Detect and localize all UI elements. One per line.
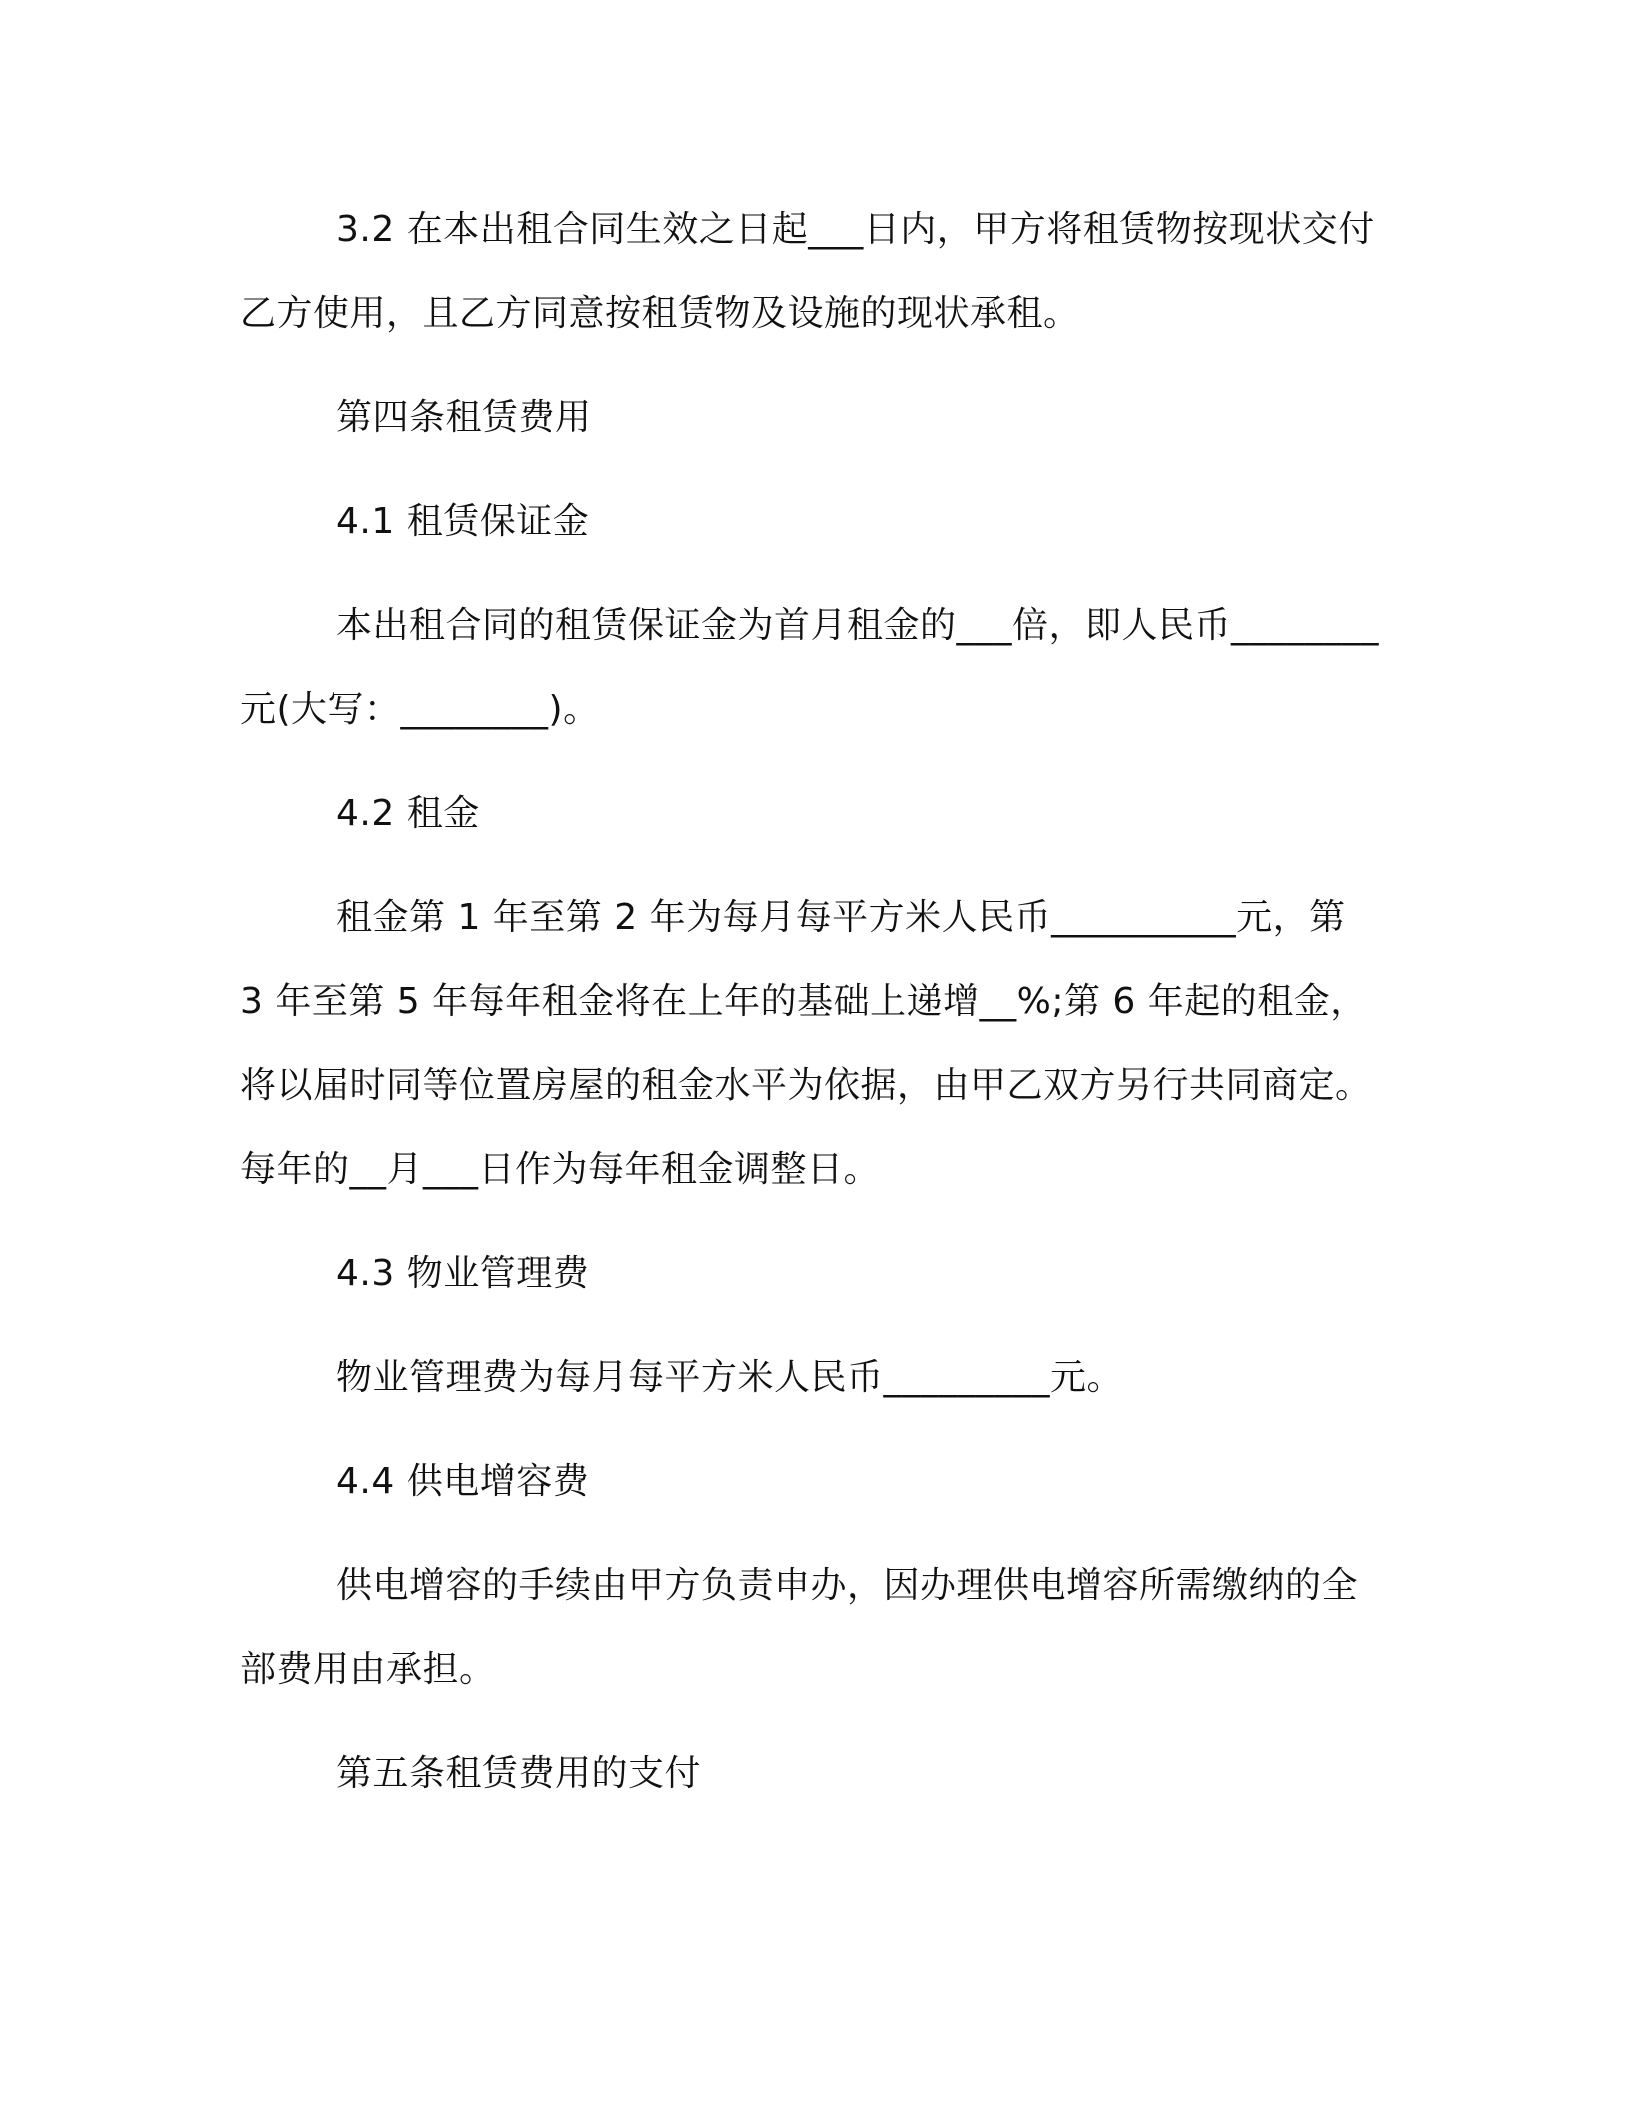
document-body [240,188,1380,1836]
clause-4-1-heading: 4.1 租赁保证金 [336,501,590,542]
clause-3-2-paragraph: 3.2 在本出租合同生效之日起___日内，甲方将租赁物按现状交付乙方使用，且乙方同意按租赁物及设施的现状承租。 [240,209,1375,334]
article-5-heading: 第五条租赁费用的支付 [336,1753,702,1794]
article-4-heading: 第四条租赁费用 [336,397,592,438]
property-fee-paragraph: 物业管理费为每月每平方米人民币_________元。 [336,1357,1124,1398]
deposit-paragraph: 本出租合同的租赁保证金为首月租金的___倍，即人民币________元(大写：________)。 [240,605,1380,730]
clause-4-3-heading: 4.3 物业管理费 [336,1253,590,1294]
clause-4-4-heading: 4.4 供电增容费 [336,1461,590,1502]
power-capacity-paragraph: 供电增容的手续由甲方负责申办，因办理供电增容所需缴纳的全部费用由承担。 [240,1565,1359,1690]
clause-4-2-heading: 4.2 租金 [336,793,480,834]
rent-paragraph: 租金第 1 年至第 2 年为每月每平方米人民币__________元，第 3 年至第 5 年每年租金将在上年的基础上递增__%;第 6 年起的租金，将以届时同等位置房屋的租金水平为依据，由甲乙双方另行共同商定。每年的__月___日作为每年租金调整日。 [240,897,1372,1190]
